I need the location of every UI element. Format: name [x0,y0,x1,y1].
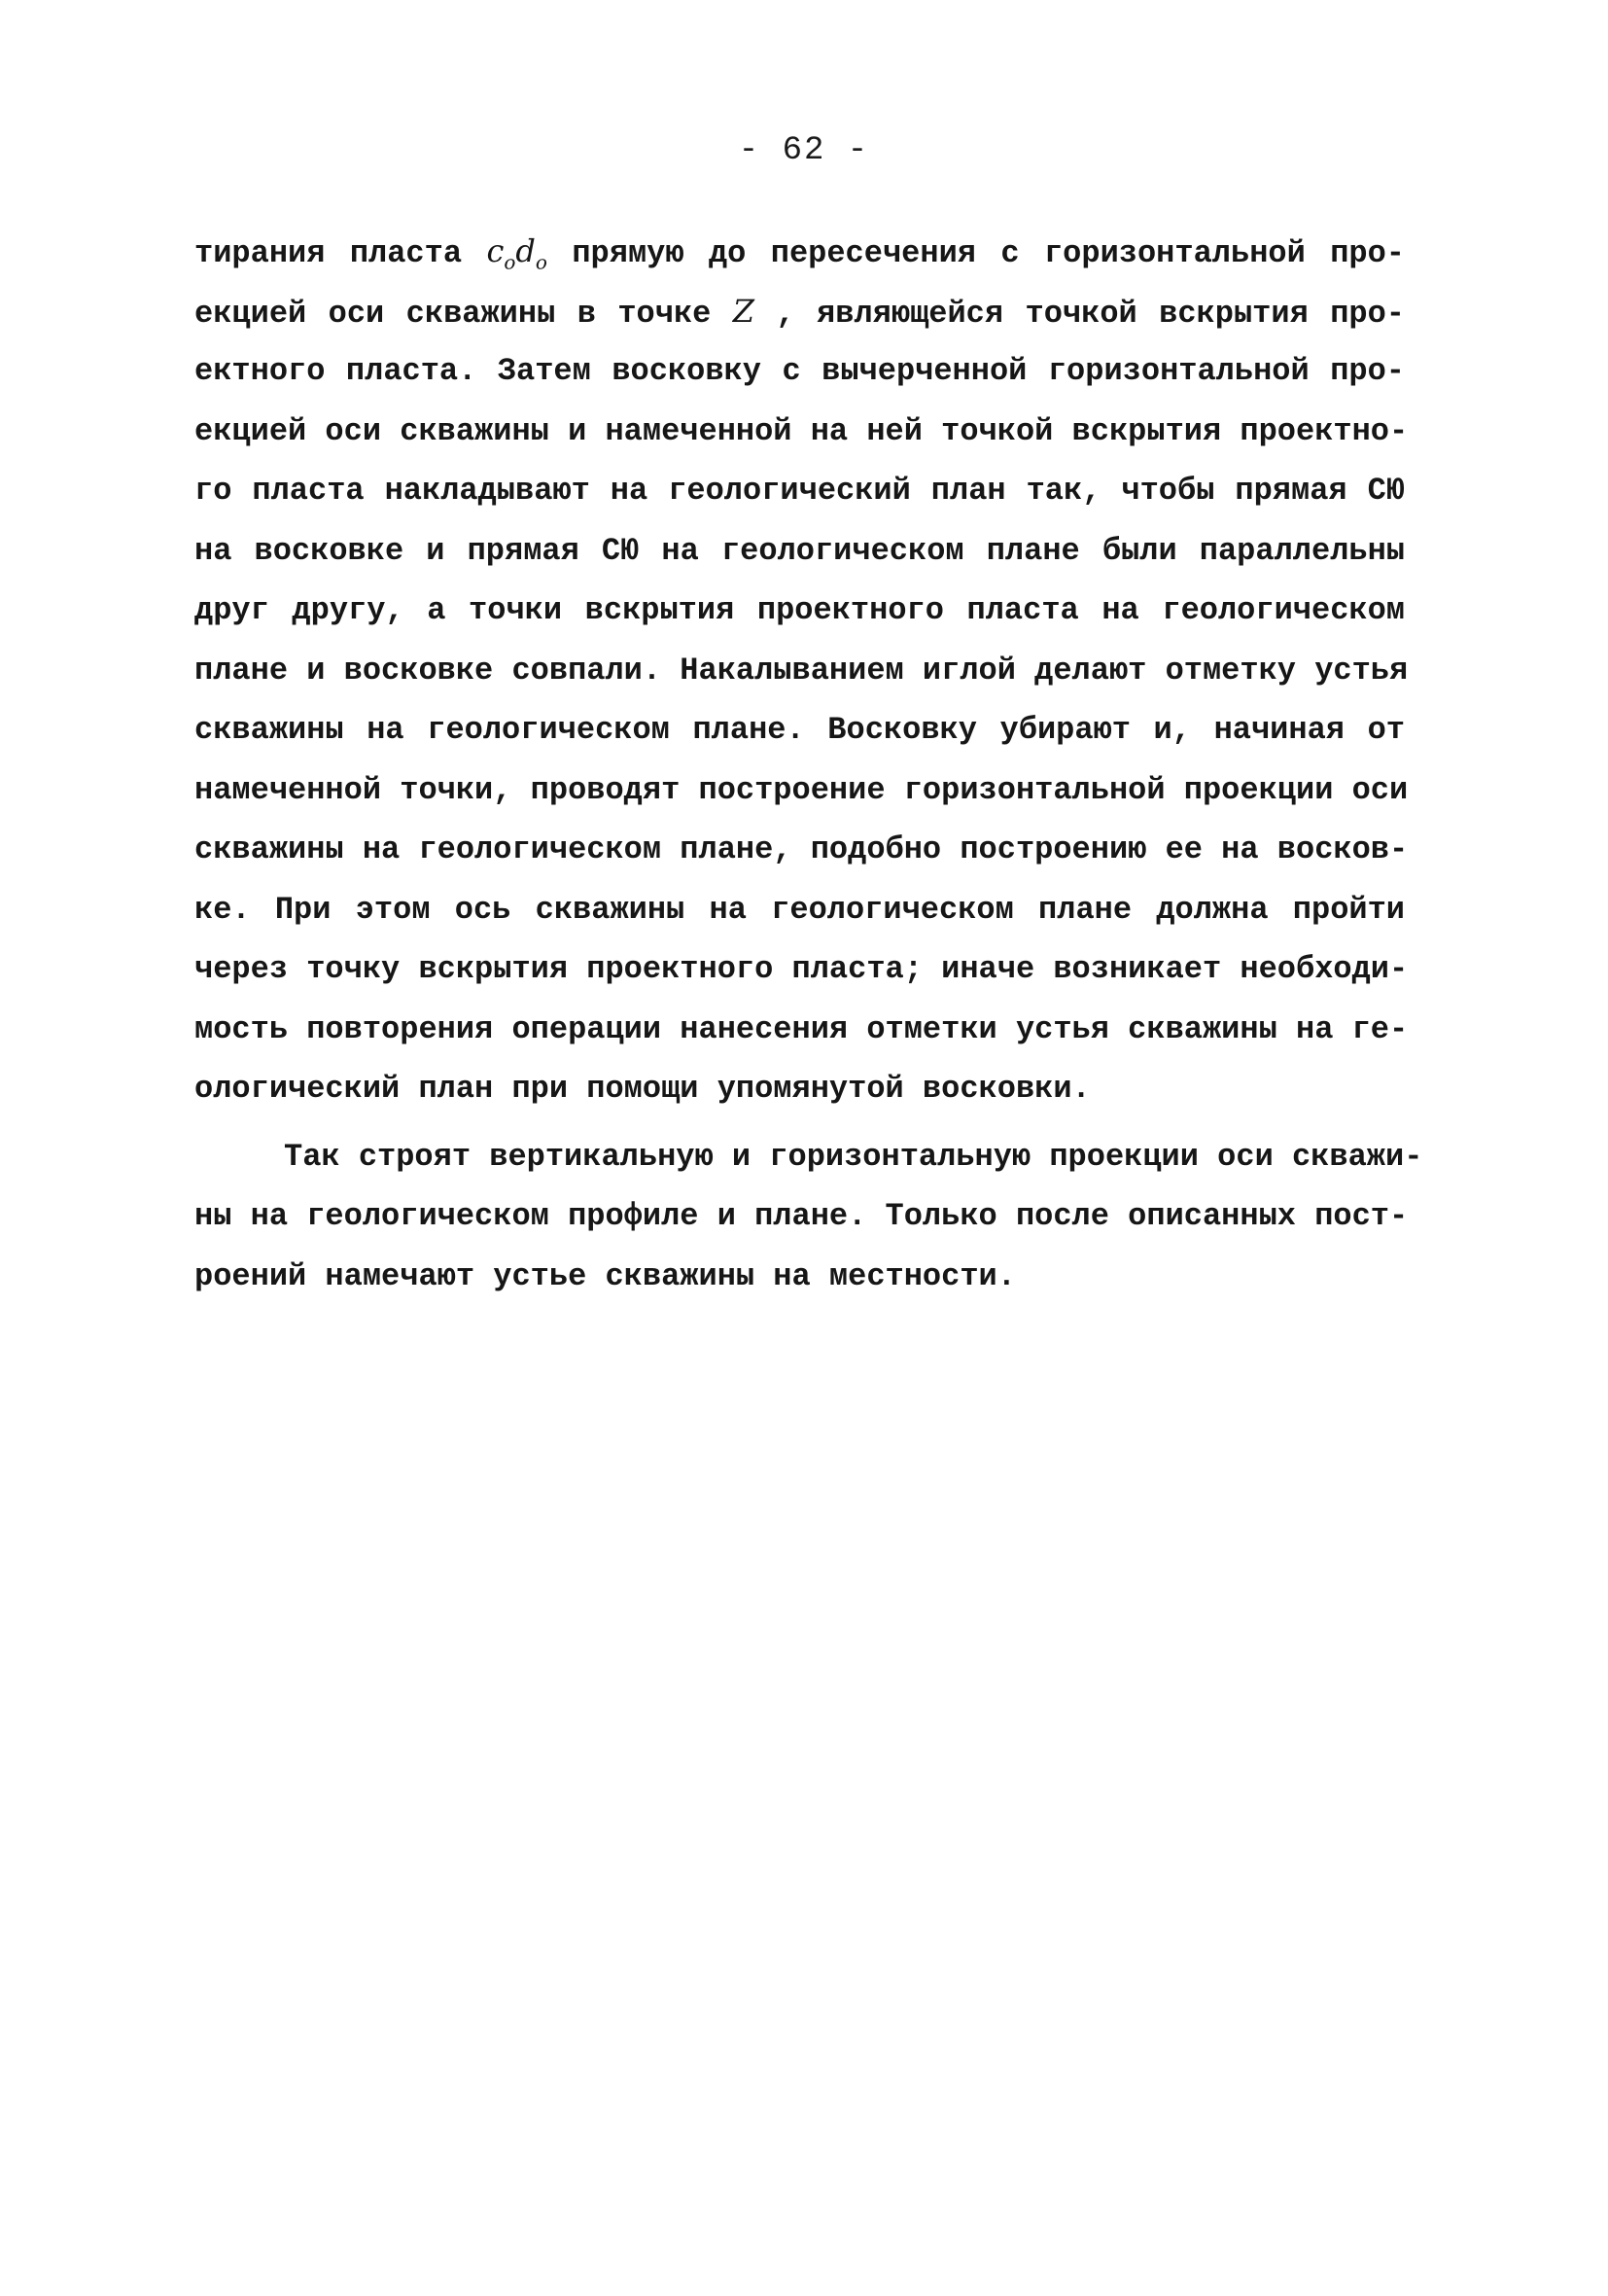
text-span: прямую до пересечения с горизонтальной про- [546,235,1406,271]
text-span: , являющейся точкой вскрытия про- [754,295,1406,332]
text-line: ологический план при помощи упомянутой восковки. [194,1071,1091,1107]
text-line: скважины на геологическом плане, подобно построению ее на восков- [194,831,1409,867]
math-symbol: c [486,232,505,269]
text-span: екцией оси скважины в точке [194,295,733,332]
text-line: мость повторения операции нанесения отметки устья скважины на ге- [194,1010,1409,1047]
text-line: ектного пласта. Затем восковку с вычерченной горизонтальной про- [194,353,1405,389]
text-span: тирания пласта [194,235,487,271]
text-line: го пласта накладывают на геологический план так, чтобы прямая СЮ [194,473,1405,509]
text-line: намеченной точки, проводят построение горизонтальной проекции оси [194,771,1409,808]
text-line: роений намечают устье скважины на местности. [194,1257,1016,1294]
text-line: екцией оси скважины и намеченной на ней точкой вскрытия проектно- [194,412,1409,449]
math-symbol: d [515,232,536,269]
text-line: плане и восковке совпали. Накалыванием иглой делают отметку устья [194,652,1409,689]
text-line: друг другу, а точки вскрытия проектного пласта на геологическом [194,592,1405,628]
math-subscript: o [504,250,516,274]
text-line [194,282,1405,342]
body-text [194,222,1423,1306]
text-line [194,222,1405,282]
paragraph-gap [194,1119,1405,1127]
text-line: Так строят вертикальную и горизонтальную проекции оси скважи- [284,1138,1423,1175]
math-formula [486,232,547,274]
paragraph-2 [194,1127,1423,1307]
text-line: через точку вскрытия проектного пласта; иначе возникает необходи- [194,951,1409,987]
text-line: ны на геологическом профиле и плане. Только после описанных пост- [194,1198,1409,1234]
text-line: на восковке и прямая СЮ на геологическом плане были параллельны [194,532,1405,569]
math-symbol: Z [732,292,755,330]
text-line: скважины на геологическом плане. Восковку убирают и, начиная от [194,712,1405,748]
math-subscript: o [535,250,547,274]
text-line: ке. При этом ось скважины на геологическом плане должна пройти [194,891,1405,928]
page-number: - 62 - [738,132,870,169]
paragraph-1 [194,222,1409,1119]
